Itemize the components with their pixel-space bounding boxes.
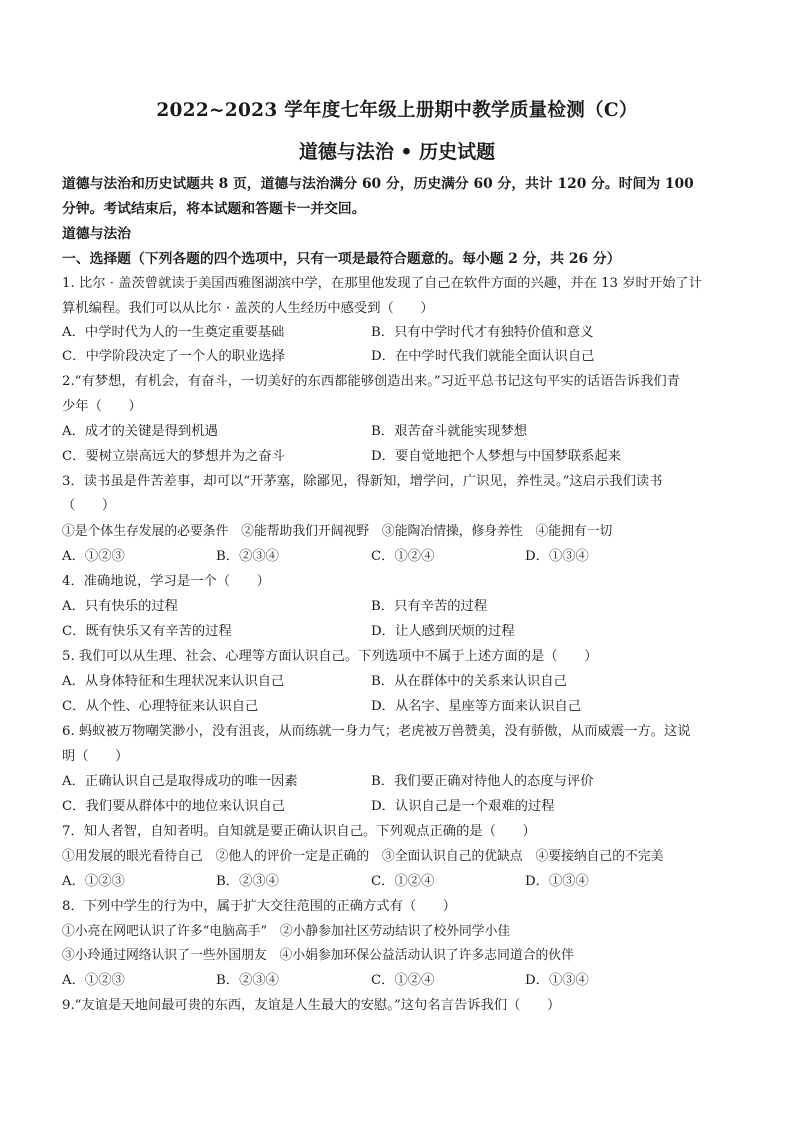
question-stem: 算机编程。我们可以从比尔 · 盖茨的人生经历中感受到（ ）	[62, 301, 434, 316]
question-stem: 明（ ）	[62, 749, 129, 764]
option-d: D．要自觉地把个人梦想与中国梦联系起来	[371, 449, 622, 464]
option-b: B．艰苦奋斗就能实现梦想	[371, 424, 528, 439]
question-stem: （ ）	[62, 498, 116, 513]
option-c: C．①②④	[371, 549, 435, 564]
option-b: B．②③④	[216, 549, 279, 564]
section-heading: 一、选择题（下列各题的四个选项中，只有一项是最符合题意的。每小题 2 分，共 26 分）	[62, 251, 621, 267]
question-stem: 少年（ ）	[62, 399, 142, 414]
option-b: B．②③④	[216, 874, 279, 889]
option-c: C．要树立崇高远大的梦想并为之奋斗	[62, 449, 285, 464]
option-a: A．从身体特征和生理状况来认识自己	[62, 674, 285, 689]
option-a: A．成才的关键是得到机遇	[62, 424, 218, 439]
option-d: D．①③④	[525, 973, 589, 988]
question-stem: 9.“友谊是天地间最可贵的东西，友谊是人生最大的安慰。”这句名言告诉我们（ ）	[62, 998, 561, 1013]
option-b: B．只有中学时代才有独特价值和意义	[371, 325, 594, 340]
subject-label: 道德与法治	[62, 226, 131, 242]
option-b: B．②③④	[216, 973, 279, 988]
exam-subtitle: 道德与法治 • 历史试题	[298, 141, 496, 163]
option-c: C．①②④	[371, 874, 435, 889]
statement-list: ①是个体生存发展的必要条件 ②能帮助我们开阔视野 ③能陶冶情操，修身养性 ④能拥有一切	[62, 524, 613, 539]
instructions-line: 道德与法治和历史试题共 8 页，道德与法治满分 60 分，历史满分 60 分，共计 120 分。时间为 100	[62, 176, 694, 192]
question-stem: 6. 蚂蚁被万物嘲笑渺小，没有沮丧，从而练就一身力气；老虎被万兽赞美，没有骄傲，从而威震一方。这说	[62, 724, 691, 739]
question-stem: 7．知人者智，自知者明。自知就是要正确认识自己。下列观点正确的是（ ）	[62, 824, 536, 839]
option-c: C．中学阶段决定了一个人的职业选择	[62, 349, 285, 364]
option-d: D．①③④	[525, 874, 589, 889]
option-d: D．认识自己是一个艰难的过程	[371, 799, 555, 814]
option-d: D．在中学时代我们就能全面认识自己	[371, 349, 595, 364]
option-b: B．从在群体中的关系来认识自己	[371, 674, 567, 689]
option-a: A．①②③	[62, 874, 125, 889]
option-b: B．只有辛苦的过程	[371, 599, 488, 614]
option-a: A．正确认识自己是取得成功的唯一因素	[62, 774, 298, 789]
option-a: A．中学时代为人的一生奠定重要基础	[62, 325, 285, 340]
option-d: D．从名字、星座等方面来认识自己	[371, 699, 582, 714]
question-stem: 3．读书虽是件苦差事，却可以“开茅塞，除鄙见，得新知，增学问，广识见，养性灵。”这启示我们读书	[62, 474, 663, 489]
question-stem: 8．下列中学生的行为中，属于扩大交往范围的正确方式有（ ）	[62, 899, 457, 914]
option-a: A．只有快乐的过程	[62, 599, 178, 614]
option-c: C．我们要从群体中的地位来认识自己	[62, 799, 285, 814]
option-b: B．我们要正确对待他人的态度与评价	[371, 774, 594, 789]
option-c: C．既有快乐又有辛苦的过程	[62, 624, 232, 639]
option-d: D．让人感到厌烦的过程	[371, 624, 515, 639]
option-d: D．①③④	[525, 549, 589, 564]
statement-list: ①用发展的眼光看待自己 ②他人的评价一定是正确的 ③全面认识自己的优缺点 ④要接纳自己的不完美	[62, 849, 664, 864]
instructions-line: 分钟。考试结束后，将本试题和答题卡一并交回。	[62, 201, 366, 217]
statement-list: ③小玲通过网络认识了一些外国朋友 ④小娟参加环保公益活动认识了许多志同道合的伙伴	[62, 948, 574, 963]
exam-title: 2022~2023 学年度七年级上册期中教学质量检测（C）	[156, 100, 638, 121]
question-stem: 2.“有梦想，有机会，有奋斗，一切美好的东西都能够创造出来。”习近平总书记这句平实的话语告诉我们青	[62, 374, 680, 389]
option-c: C．从个性、心理特征来认识自己	[62, 699, 259, 714]
question-stem: 1. 比尔 · 盖茨曾就读于美国西雅图湖滨中学，在那里他发现了自己在软件方面的兴趣，并在 13 岁时开始了计	[62, 276, 703, 291]
statement-list: ①小亮在网吧认识了许多“电脑高手” ②小静参加社区劳动结识了校外同学小佳	[62, 924, 511, 939]
question-stem: 4．准确地说，学习是一个（ ）	[62, 574, 270, 589]
option-a: A．①②③	[62, 549, 125, 564]
option-a: A．①②③	[62, 973, 125, 988]
option-c: C．①②④	[371, 973, 435, 988]
question-stem: 5. 我们可以从生理、社会、心理等方面认识自己。下列选项中不属于上述方面的是（ ）	[62, 649, 598, 664]
